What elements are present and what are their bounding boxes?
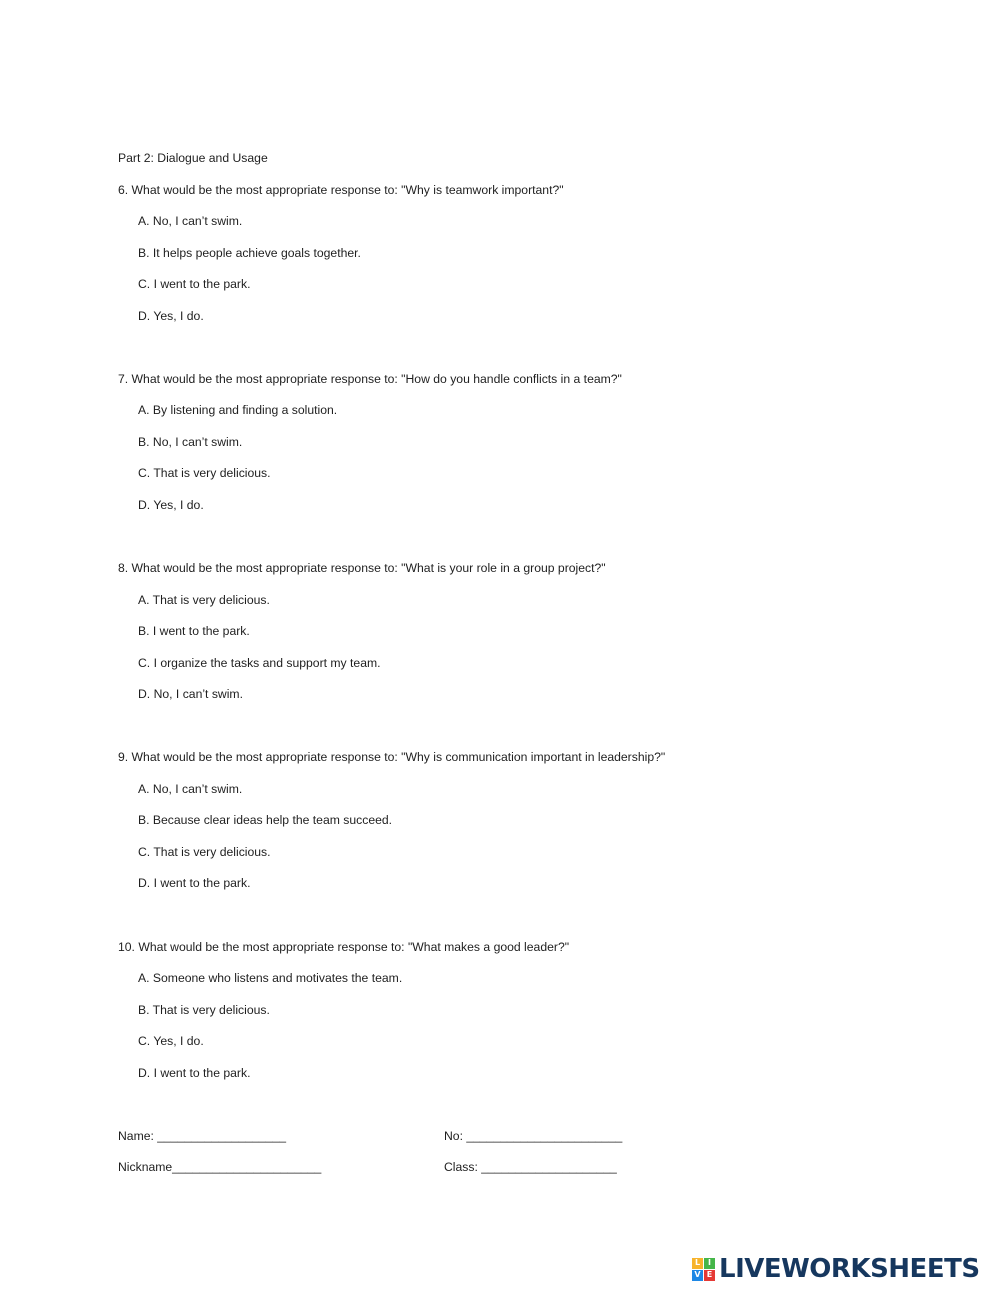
question-6-option-a[interactable]: A. No, I can’t swim. <box>138 214 243 228</box>
question-9-option-a[interactable]: A. No, I can’t swim. <box>138 782 243 796</box>
logo-squares-icon <box>692 1258 715 1281</box>
question-7-option-c[interactable]: C. That is very delicious. <box>138 466 271 480</box>
logo-text: LIVEWORKSHEETS <box>719 1254 980 1284</box>
question-8-option-c[interactable]: C. I organize the tasks and support my team. <box>138 656 381 670</box>
question-8-option-d[interactable]: D. No, I can’t swim. <box>138 687 243 701</box>
question-7-option-d[interactable]: D. Yes, I do. <box>138 498 204 512</box>
question-7-option-b[interactable]: B. No, I can’t swim. <box>138 435 243 449</box>
logo-square-e: E <box>704 1270 715 1281</box>
question-8: 8. What would be the most appropriate response to: "What is your role in a group project?" <box>118 561 606 575</box>
question-7: 7. What would be the most appropriate response to: "How do you handle conflicts in a team?" <box>118 372 622 386</box>
logo-square-v: V <box>692 1270 703 1281</box>
question-6: 6. What would be the most appropriate response to: "Why is teamwork important?" <box>118 183 564 197</box>
question-9-option-d[interactable]: D. I went to the park. <box>138 876 251 890</box>
liveworksheets-logo <box>692 1254 980 1284</box>
question-6-option-c[interactable]: C. I went to the park. <box>138 277 251 291</box>
nickname-field[interactable]: Nickname______________________ <box>118 1160 322 1174</box>
question-10-option-c[interactable]: C. Yes, I do. <box>138 1034 204 1048</box>
question-9-option-b[interactable]: B. Because clear ideas help the team succeed. <box>138 813 393 827</box>
name-field[interactable]: Name: ___________________ <box>118 1129 287 1143</box>
number-field[interactable]: No: _______________________ <box>444 1129 623 1143</box>
question-7-option-a[interactable]: A. By listening and finding a solution. <box>138 403 338 417</box>
logo-square-l: L <box>692 1258 703 1269</box>
logo-square-i: I <box>704 1258 715 1269</box>
question-8-option-a[interactable]: A. That is very delicious. <box>138 593 270 607</box>
question-10-option-b[interactable]: B. That is very delicious. <box>138 1003 270 1017</box>
question-10-option-a[interactable]: A. Someone who listens and motivates the team. <box>138 971 403 985</box>
question-10-option-d[interactable]: D. I went to the park. <box>138 1066 251 1080</box>
question-9-option-c[interactable]: C. That is very delicious. <box>138 845 271 859</box>
question-6-option-b[interactable]: B. It helps people achieve goals together. <box>138 246 361 260</box>
class-field[interactable]: Class: ____________________ <box>444 1160 617 1174</box>
question-10: 10. What would be the most appropriate response to: "What makes a good leader?" <box>118 940 570 954</box>
question-8-option-b[interactable]: B. I went to the park. <box>138 624 250 638</box>
section-title: Part 2: Dialogue and Usage <box>118 151 268 165</box>
question-6-option-d[interactable]: D. Yes, I do. <box>138 309 204 323</box>
question-9: 9. What would be the most appropriate response to: "Why is communication important in leadership?" <box>118 750 666 764</box>
